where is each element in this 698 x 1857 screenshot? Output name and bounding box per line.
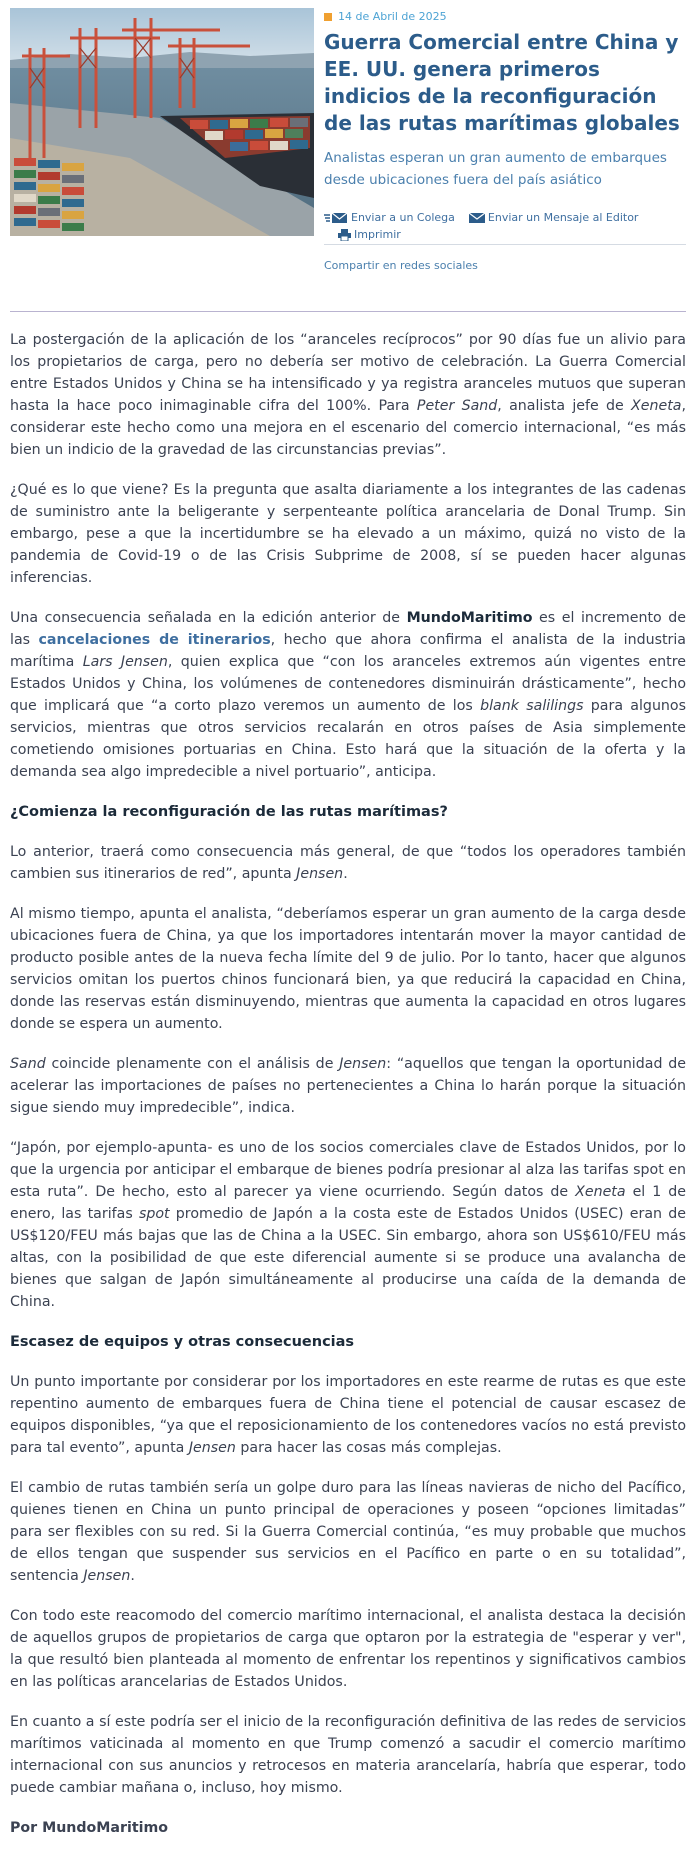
text: Una consecuencia señalada en la edición anterior de <box>10 610 407 626</box>
paragraph-9 <box>10 1477 686 1587</box>
paragraph-6 <box>10 1053 686 1119</box>
paragraph-3 <box>10 607 686 783</box>
hero-image <box>10 8 314 236</box>
text: promedio de Japón a la costa este de Estados Unidos (USEC) eran de US$120/FEU más bajas que las de China a la USEC. Sin embargo, ahora son US$610/FEU más altas, con la posibilidad de que este diferencial aumente si se produce una avalancha de bienes que salgan de Japón simultáneamente al producirse una caída de la demanda de China. <box>10 1206 686 1310</box>
paragraph-5: Al mismo tiempo, apunta el analista, “deberíamos esperar un gran aumento de la carga desde ubicaciones fuera de China, ya que los importadores intentarán mover la mayor cantidad de producto posible antes de la nueva fecha límite del 9 de julio. Por lo tanto, hacer que algunos servicios omitan los puertos chinos funcionará bien, ya que reducirá la capacidad en China, donde las reservas están disminuyendo, mientras que aumenta la capacidad en otros lugares donde se espera un aumento. <box>10 906 686 1032</box>
text: para algunos servicios, mientras que otros servicios recalarán en otros países de Asia simplemente cometiendo omisiones portuarias en China. Esto hará que la situación de la oferta y la demanda sea algo impredecible a nivel portuario”, anticipa. <box>10 698 686 780</box>
send-editor-label: Enviar un Mensaje al Editor <box>487 211 639 224</box>
person-name: Jensen <box>83 1568 131 1584</box>
send-colleague-icon <box>324 212 348 224</box>
text: “Japón, por ejemplo-apunta- es uno de los socios comerciales clave de Estados Unidos, por lo que la urgencia por anticipar el embarque de bienes podría presionar al alza las tarifas spot en esta ruta”. De hecho, esto al parecer ya viene ocurriendo. Según datos de <box>10 1140 686 1200</box>
text: , analista jefe de <box>497 398 632 414</box>
header-divider <box>10 311 686 312</box>
paragraph-2: ¿Qué es lo que viene? Es la pregunta que asalta diariamente a los integrantes de las cadenas de suministro ante la beligerante y serpenteante política arancelaria de Donal Trump. Sin embargo, pese a que la incertidumbre se ha elevado a un máximo, quizá no visto de la pandemia de Covid-19 o de las Crisis Subprime de 2008, sí se pueden hacer algunas inferencias. <box>10 482 686 586</box>
article-body <box>10 329 686 1857</box>
text: . <box>343 866 348 882</box>
text: es el incremento de las <box>10 610 686 648</box>
envelope-icon <box>469 212 485 224</box>
paragraph-8 <box>10 1371 686 1459</box>
paragraph-10: Con todo este reacomodo del comercio marítimo internacional, el analista destaca la decisión de aquellos grupos de propietarios de carga que optaron por la estrategia de "esperar y ver", la que resultó bien planteada al momento de enfrentar los repentinos y significativos cambios en las políticas arancelarias de Estados Unidos. <box>10 1608 686 1690</box>
article-meta <box>324 10 686 272</box>
text: el 1 de enero, las tarifas <box>10 1184 687 1222</box>
paragraph-11: En cuanto a sí este podría ser el inicio de la reconfiguración definitiva de las redes de servicios marítimos vaticinada al momento en que Trump comenzó a sacudir el comercio marítimo internacional con sus anuncios y retrocesos en materia arancelaría, habría que esperar, todo puede cambiar mañana o, incluso, hoy mismo. <box>10 1714 686 1796</box>
company-name: Xeneta <box>631 398 682 414</box>
paragraph-1 <box>10 329 686 461</box>
printer-icon <box>338 229 351 241</box>
text: . <box>130 1568 135 1584</box>
article-subtitle: Analistas esperan un gran aumento de embarques desde ubicaciones fuera del país asiático <box>324 150 667 188</box>
send-colleague-label: Enviar a un Colega <box>351 211 455 224</box>
term: spot <box>138 1206 170 1222</box>
share-social-link[interactable]: Compartir en redes sociales <box>324 259 478 272</box>
article-date <box>324 10 686 23</box>
paragraph-4 <box>10 841 686 885</box>
port-container-photo <box>10 8 314 236</box>
article-title: Guerra Comercial entre China y EE. UU. genera primeros indicios de la reconfiguración de las rutas marítimas globales <box>324 30 680 135</box>
person-name: Jensen <box>296 866 344 882</box>
person-name: Lars Jensen <box>82 654 168 670</box>
section-heading-1: ¿Comienza la reconfiguración de las rutas marítimas? <box>10 804 448 820</box>
text: : “aquellos que tengan la oportunidad de acelerar las importaciones de países no pertenecientes a China lo harán porque la situación sigue siendo muy impredecible”, indica. <box>10 1056 686 1116</box>
company-name: Xeneta <box>575 1184 626 1200</box>
text: La postergación de la aplicación de los “aranceles recíprocos” por 90 días fue un alivio para los propietarios de carga, pero no debería ser motivo de celebración. La Guerra Comercial entre Estados Unidos y China se ha intensificado y ya registra aranceles mutuos que superan hasta la hace poco inimaginable cifra del 100%. Para <box>10 332 686 414</box>
person-name: Sand <box>10 1056 46 1072</box>
date-text: 14 de Abril de 2025 <box>338 10 447 23</box>
text: , hecho que ahora confirma el analista de la industria marítima <box>10 632 686 670</box>
text: coincide plenamente con el análisis de <box>45 1056 340 1072</box>
send-editor-link[interactable] <box>469 211 639 224</box>
text: , considerar este hecho como una mejora en el escenario del comercio internacional, “es más bien un indicio de la gravedad de las circunstancias previas”. <box>10 398 686 458</box>
paragraph-7 <box>10 1137 686 1313</box>
text: El cambio de rutas también sería un golpe duro para las líneas navieras de nicho del Pacífico, quienes tienen en China un punto principal de operaciones y poseen “opciones limitadas” para ser flexibles con su red. Si la Guerra Comercial continúa, “es muy probable que muchos de ellos tengan que suspender sus servicios en el Pacífico en parte o en su totalidad”, sentencia <box>10 1480 686 1584</box>
print-label: Imprimir <box>354 228 401 241</box>
text: , quien explica que “con los aranceles extremos aún vigentes entre Estados Unidos y China, los volúmenes de contenedores disminuirán drásticamente”, hecho que implicará que “a corto plazo veremos un aumento de los <box>10 654 686 714</box>
send-colleague-link[interactable] <box>324 211 455 224</box>
text: Lo anterior, traerá como consecuencia más general, de que “todos los operadores también cambien sus itinerarios de red”, apunta <box>10 844 686 882</box>
person-name: Peter Sand <box>416 398 498 414</box>
article-tools <box>324 211 686 224</box>
itinerary-cancellations-link[interactable]: cancelaciones de itinerarios <box>38 632 271 648</box>
article-signature: Por MundoMaritimo <box>10 1820 169 1836</box>
section-heading-2: Escasez de equipos y otras consecuencias <box>10 1334 355 1350</box>
text: Un punto importante por considerar por los importadores en este rearme de rutas es que este repentino aumento de embarques fuera de China tiene el potencial de causar escasez de equipos disponibles, “ya que el reposicionamiento de los contenedores vacíos no está previsto para tal evento”, apunta <box>10 1374 686 1456</box>
print-link[interactable] <box>324 228 686 245</box>
date-marker-icon <box>324 13 332 21</box>
person-name: Jensen <box>188 1440 236 1456</box>
text: para hacer las cosas más complejas. <box>235 1440 502 1456</box>
brand-name: MundoMaritimo <box>406 610 533 626</box>
person-name: Jensen <box>339 1056 387 1072</box>
term: blank salilings <box>480 698 584 714</box>
